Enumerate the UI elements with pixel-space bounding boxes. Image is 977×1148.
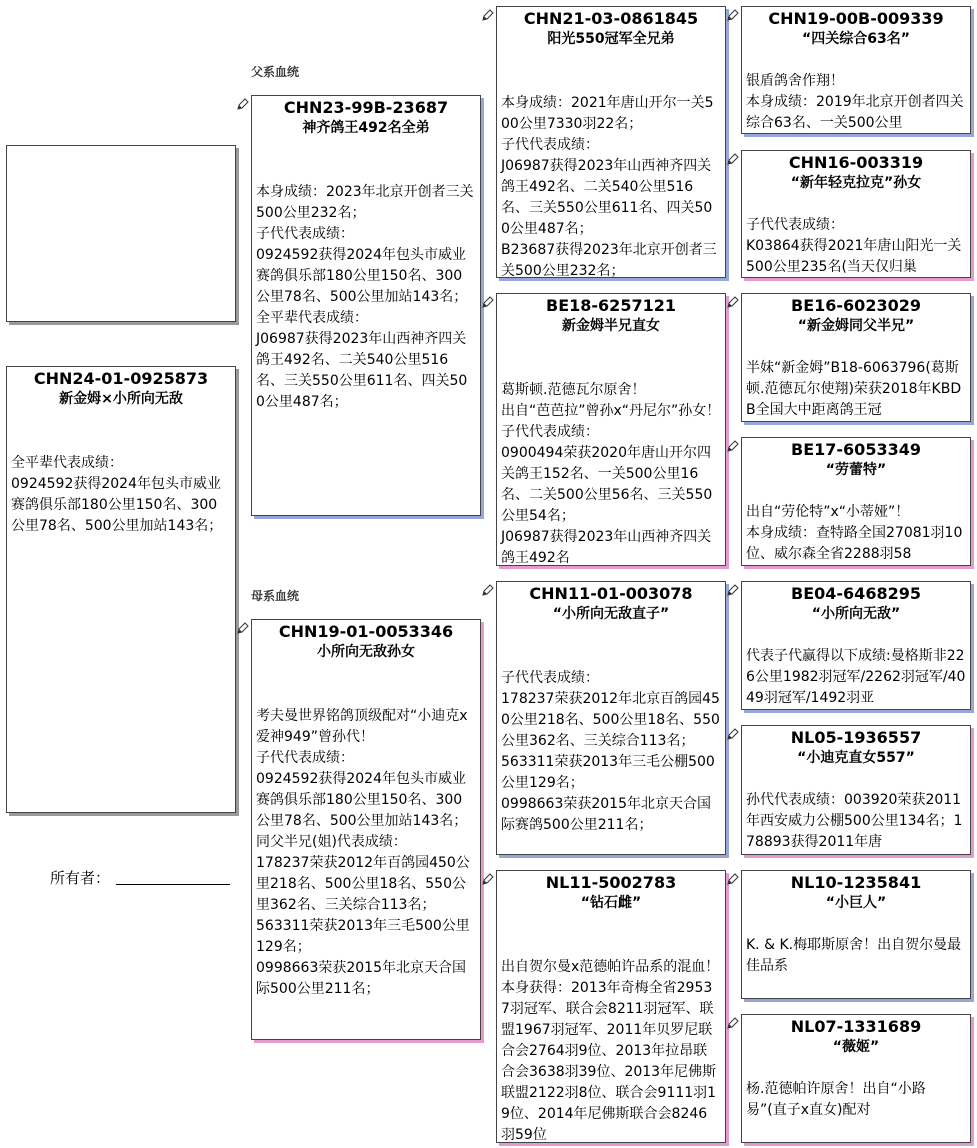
ssd-desc: 子代代表成绩： K03864获得2021年唐山阳光一关500公里235名(当天仅归巢 xyxy=(746,217,962,275)
edit-pencil-icon[interactable] xyxy=(726,439,740,453)
sds-desc: 半妹“新金姆”B18-6063796(葛斯顿.范德瓦尔使翔)荣获2018年KBDB全国大中距离鸽王冠 xyxy=(746,360,962,418)
dss-card xyxy=(741,581,971,710)
sd-desc: 葛斯顿.范德瓦尔原舍！ 出自“芭芭拉”曾孙x“丹尼尔”孙女！ 子代代表成绩： 0900494荣获2020年唐山开尔四关鸽王152名、一关500公里16名、二关500公里56名、三关550公里54名； J06987获得2023年山西神齐四关鸽王492名 xyxy=(501,382,721,566)
subject-name: 新金姆×小所向无敌 xyxy=(59,391,183,407)
edit-pencil-icon[interactable] xyxy=(481,295,495,309)
sire-ring: CHN23-99B-23687 xyxy=(283,98,449,117)
sss-ring: CHN19-00B-009339 xyxy=(768,9,944,28)
sss-desc: 银盾鸽舍作翔！ 本身成绩：2019年北京开创者四关综合63名、一关500公里 xyxy=(746,73,964,131)
ddd-ring: NL07-1331689 xyxy=(790,1017,922,1036)
ssd-card xyxy=(741,150,971,278)
ss-name: 阳光550冠军全兄弟 xyxy=(547,31,675,47)
subject-desc: 全平辈代表成绩： 0924592获得2024年包头市威业赛鸽俱乐部180公里150名、300公里78名、500公里加站143名； xyxy=(11,455,223,534)
dss-ring: BE04-6468295 xyxy=(791,584,921,603)
sire-card xyxy=(251,95,481,516)
edit-pencil-icon[interactable] xyxy=(481,872,495,886)
photo-box xyxy=(6,145,236,322)
edit-pencil-icon[interactable] xyxy=(236,621,250,635)
ddd-card xyxy=(741,1014,971,1143)
ss-card xyxy=(496,6,726,278)
ssd-ring: CHN16-003319 xyxy=(788,153,924,172)
sds-card xyxy=(741,293,971,422)
dd-desc: 出自贺尔曼x范德帕许品系的混血！本身获得：2013年奇梅全省29537羽冠军、联合会8211羽冠军、联盟1967羽冠军、2011年贝罗尼联合会2764羽9位、2013年拉昂联合会3638羽39位、2013年尼佛斯联盟2122羽8位、联合会9111羽19位、2014年尼佛斯联合会8246羽59位 xyxy=(501,959,720,1143)
sss-name: “四关综合63名” xyxy=(802,31,910,47)
dam-card xyxy=(251,619,481,1040)
ss-ring: CHN21-03-0861845 xyxy=(523,9,699,28)
sd-name: 新金姆半兄直女 xyxy=(562,318,660,334)
dss-name: “小所向无敌” xyxy=(811,606,901,622)
edit-pencil-icon[interactable] xyxy=(481,583,495,597)
ds-card xyxy=(496,581,726,855)
dds-ring: NL10-1235841 xyxy=(790,873,922,892)
ds-name: “小所向无敌直子” xyxy=(552,606,670,622)
ds-ring: CHN11-01-003078 xyxy=(529,584,693,603)
dam-name: 小所向无敌孙女 xyxy=(317,644,415,660)
dd-card xyxy=(496,870,726,1143)
edit-pencil-icon[interactable] xyxy=(726,727,740,741)
dds-desc: K. & K.梅耶斯原舍！出自贺尔曼最佳品系 xyxy=(746,937,962,974)
sire-desc: 本身成绩：2023年北京开创者三关500公里232名； 子代代表成绩： 0924592获得2024年包头市威业赛鸽俱乐部180公里150名、300公里78名、500公里加站143名； 全平辈代表成绩： J06987获得2023年山西神齐四关鸽王492名、二关540公里516名、三关550公里611名、四关500公里487名； xyxy=(256,184,474,410)
sss-card xyxy=(741,6,971,134)
sd-card xyxy=(496,293,726,566)
subject-ring: CHN24-01-0925873 xyxy=(33,369,209,388)
dsd-ring: NL05-1936557 xyxy=(790,728,922,747)
owner-label: 所有者： xyxy=(50,869,111,887)
sire-name: 神齐鸽王492名全弟 xyxy=(302,120,430,136)
dsd-card xyxy=(741,725,971,855)
edit-pencil-icon[interactable] xyxy=(481,8,495,22)
ddd-desc: 杨.范德帕许原舍！出自“小路易”(直子x直女)配对 xyxy=(746,1081,926,1118)
edit-pencil-icon[interactable] xyxy=(726,295,740,309)
sdd-ring: BE17-6053349 xyxy=(791,440,921,459)
edit-pencil-icon[interactable] xyxy=(236,97,250,111)
subject-card xyxy=(6,366,236,813)
edit-pencil-icon[interactable] xyxy=(726,872,740,886)
edit-pencil-icon[interactable] xyxy=(726,152,740,166)
ds-desc: 子代代表成绩： 178237荣获2012年北京百鸽园450公里218名、500公里18名、550公里362名、三关综合113名； 563311荣获2013年三毛公棚500公里129名； 0998663荣获2015年北京天合国际赛鸽500公里211名； xyxy=(501,670,720,833)
dds-name: “小巨人” xyxy=(825,895,887,911)
owner-line[interactable] xyxy=(116,884,230,885)
father-line-label: 父系血统 xyxy=(251,65,300,79)
sd-ring: BE18-6257121 xyxy=(546,296,676,315)
sds-ring: BE16-6023029 xyxy=(791,296,921,315)
dss-desc: 代表子代赢得以下成绩:曼格斯非226公里1982羽冠军/2262羽冠军/4049羽冠军/1492羽亚 xyxy=(746,648,966,706)
sds-name: “新金姆同父半兄” xyxy=(797,318,915,334)
ssd-name: “新年轻克拉克”孙女 xyxy=(790,175,922,191)
dd-name: “钻石雌” xyxy=(580,895,642,911)
sdd-name: “劳蕾特” xyxy=(825,462,887,478)
edit-pencil-icon[interactable] xyxy=(726,8,740,22)
dam-ring: CHN19-01-0053346 xyxy=(278,622,454,641)
dds-card xyxy=(741,870,971,999)
sdd-desc: 出自“劳伦特”x“小蒂娅”！ 本身成绩：查特路全国27081羽10位、威尔森全省2288羽58 xyxy=(746,504,963,562)
dsd-desc: 孙代代表成绩：003920荣获2011年西安威力公棚500公里134名；178893获得2011年唐 xyxy=(746,792,963,850)
dsd-name: “小迪克直女557” xyxy=(797,750,915,766)
ss-desc: 本身成绩：2021年唐山开尔一关500公里7330羽22名； 子代代表成绩： J06987获得2023年山西神齐四关鸽王492名、二关540公里516名、三关550公里611名、四关500公里487名； B23687获得2023年北京开创者三关500公里232名； xyxy=(501,95,717,278)
dam-desc: 考夫曼世界铭鸽顶级配对“小迪克x爱神949”曾孙代！ 子代代表成绩： 0924592获得2024年包头市威业赛鸽俱乐部180公里150名、300公里78名、500公里加站143名； 同父半兄(姐)代表成绩： 178237荣获2012年百鸽园450公里218名、500公里18名、550公里362名、三关综合113名； 563311荣获2013年三毛500公里129名； 0998663荣获2015年北京天合国际500公里211名； xyxy=(256,708,470,997)
sdd-card xyxy=(741,437,971,566)
ddd-name: “薇姬” xyxy=(832,1039,880,1055)
dd-ring: NL11-5002783 xyxy=(545,873,677,892)
mother-line-label: 母系血统 xyxy=(251,589,300,603)
edit-pencil-icon[interactable] xyxy=(726,583,740,597)
edit-pencil-icon[interactable] xyxy=(726,1016,740,1030)
